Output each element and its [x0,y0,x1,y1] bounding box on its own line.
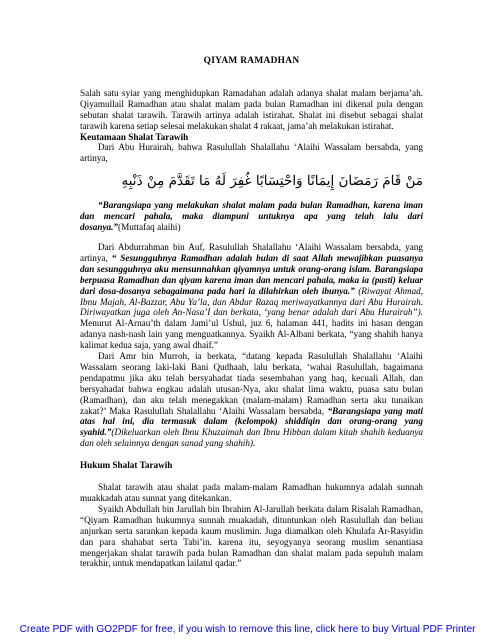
section-heading-hukum: Hukum Shalat Tarawih [80,460,173,471]
go2pdf-footer-link[interactable]: Create PDF with GO2PDF for free, if you wish to remove this line, click here to buy Virtual PDF Printer [19,624,476,635]
hadith-intro-paragraph: Dari Abu Hurairah, bahwa Rasulullah Shalallahu ‘Alaihi Wassalam bersabda, yang artinya, [80,142,423,164]
document-body [80,56,423,569]
amr-hadith-paragraph [80,351,423,449]
amr-quote: “Barangsiapa yang mati atas hal ini, dia termasuk dalam (kelompok) shiddiqin dan orang-orang yang syahid.” [80,405,423,438]
hadith-translation-paragraph [80,200,423,233]
hukum-paragraph-1: Shalat tarawih atau shalat pada malam-malam Ramadhan hukumnya adalah sunnah muakkadah atau sunnat yang ditekankan. [80,482,423,503]
page-title: QIYAM RAMADHAN [203,56,300,66]
hadith-translation-quote: “Barangsiapa yang melakukan shalat malam pada bulan Ramadhan, karena iman dan mencari pahala, maka diampuni untuknya apa yang telah lalu dari dosanya.” [80,200,423,233]
amr-narration: Dari Amr bin Murroh, ia berkata, “datang kepada Rasulullah Shalallahu ‘Alaihi Wassalam seorang laki-laki Bani Qudhaah, lalu berkata, ‘wahai Rasulullah, bagaimana pendapatmu jika aku telah bersyahadat tiada sesembahan yang haq, kecuali Allah, dan bersyahadat bahwa engkau adalah utusan-Nya, aku shalat lima waktu, puasa satu bulan (Ramadhan), dan aku telah menegakkan (malam-malam) Ramadhan serta aku tunaikan zakat?’ Maka Rasulullah Shalallahu ‘Alaihi Wassalam bersabda, [80,351,423,416]
section-heading-keutamaan: Keutamaan Shalat Tarawih [80,131,189,142]
abdurrahman-intro: Dari Abdurrahman bin Auf, Rasulullah Shalallahu ‘Alaihi Wassalam bersabda, yang artinya, [80,241,423,263]
abdurrahman-hadith-paragraph [80,242,423,351]
abdurrahman-source: (Riwayat Ahmad, Ibnu Majah, Al-Bazzar, Abu Ya’la, dan Abdur Razaq meriwayatkannya dari Abu Hurairah. Diriwayatkan juga oleh An-Nasa’I dan berkata, ‘yang benar adalah dari Abu Hurairah”). [80,285,423,318]
hukum-paragraph-2: Syaikh Abdullah bin Jarullah bin Ibrahim Al-Jarullah berkata dalam Risalah Ramadhan, “Qiyam Ramadhan hukumnya sunnah muakadah, dituntunkan oleh Rasulullah dan beliau anjurkan serta sarankan kepada kaum muslimin. Juga diamalkan oleh Khulafa Ar-Rasyidin dan para shahabat serta Tabi’in. karena itu, seyogyanya seorang muslim senantiasa mengerjakan shalat tarawih pada bulan Ramadhan dan shalat malam pada sepuluh malam terakhir, untuk mendapatkan lailatul qadar.” [80,503,423,569]
arabic-hadith-text: مَنْ قَامَ رَمَضَانَ إِيمَانًا وَاحْتِسَابًا غُفِرَ لَهُ مَا تَقَدَّمَ مِنْ ذَنْبِهِ [121,173,423,190]
abdurrahman-quote: “ Sesungguhnya Ramadhan adalah bulan di saat Allah mewajibkan puasanya dan sesungguhnya aku mensunnahkan qiyamnya untuk orang-orang islam. Barangsiapa berpuasa Ramadhan dan qiyam karena iman dan mencari pahala, maka ia (pasti) keluar dari dosa-dosanya sebagaimana pada hari ia dilahirkan oleh ibunya.” [80,252,423,296]
hadith-translation-source: (Muttafaq alaihi) [118,222,181,233]
intro-paragraph: Salah satu syiar yang menghidupkan Ramadahan adalah adanya shalat malam berjama’ah. Qiyamullail Ramadhan atau shalat malam pada bulan Ramadhan ini dikenal pula dengan sebutan shalat tarawih. Tarawih artinya adalah istirahat. Shalat ini disebut sebagai shalat tarawih karena setiap selesai melakukan shalat 4 rakaat, jama’ah melakukan istirahat. [80,87,423,131]
amr-source: (Dikeluarkan oleh Ibnu Khuzaimah dan Ibnu Hibban dalam kitab shahih keduanya dan oleh selainnya dengan sanad yang shahih). [80,427,423,449]
abdurrahman-commentary: Menurut Al-Arnau’th dalam Jami’ul Ushul, juz 6, halaman 441, hadits ini hasan dengan adanya nash-nash lain yang menguatkannya. Syaikh Al-Albani berkata, “yang shahih hanya kalimat kedua saja, yang awal dhaif.” [80,318,423,351]
